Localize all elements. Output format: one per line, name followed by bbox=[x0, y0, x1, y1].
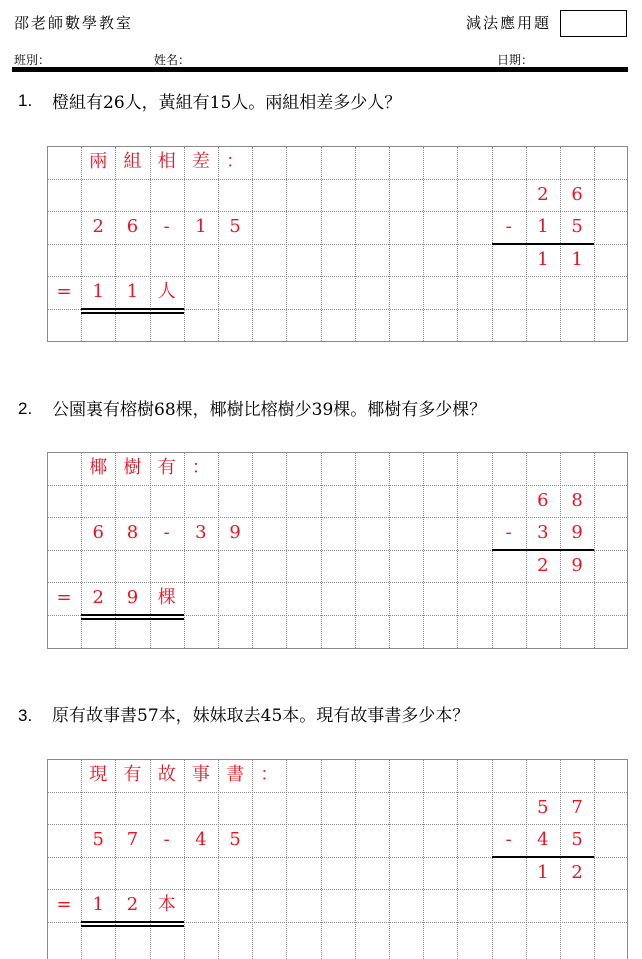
minus-sign: - bbox=[505, 829, 512, 850]
grid-vline bbox=[355, 760, 356, 959]
answer-underline-top bbox=[81, 308, 184, 310]
grid-vline bbox=[252, 453, 253, 648]
problem-1-number: 1. bbox=[18, 91, 33, 110]
expression-char: - bbox=[163, 829, 170, 850]
answer-underline-top bbox=[81, 921, 184, 923]
header-divider bbox=[12, 67, 628, 72]
answer-underline-bottom bbox=[81, 312, 184, 314]
answer-label-char: 兩 bbox=[89, 151, 108, 172]
expression-char: 2 bbox=[92, 216, 104, 237]
answer-label-char: 有 bbox=[157, 457, 176, 478]
minuend-digit: 6 bbox=[571, 183, 583, 205]
problem-1-question: 橙組有26人，黃組有15人。兩組相差多少人？ bbox=[52, 93, 402, 113]
answer-char: 9 bbox=[126, 587, 139, 608]
subtraction-line bbox=[492, 549, 595, 551]
answer-label-char: ： bbox=[226, 151, 245, 172]
equals-sign: = bbox=[56, 587, 72, 608]
grid-vline bbox=[389, 453, 390, 648]
grid-vline bbox=[594, 453, 595, 648]
expression-char: 1 bbox=[195, 216, 207, 237]
answer-underline-bottom bbox=[81, 618, 184, 620]
answer-char: 2 bbox=[126, 894, 139, 915]
answer-label-char: ： bbox=[260, 764, 279, 785]
problem-2-grid bbox=[47, 452, 628, 649]
expression-char: - bbox=[163, 522, 170, 543]
answer-label-char: 椰 bbox=[89, 457, 108, 478]
answer-char: 1 bbox=[92, 894, 104, 915]
grid-vline bbox=[423, 453, 424, 648]
expression-char: 6 bbox=[126, 216, 139, 237]
answer-label-char: 事 bbox=[191, 764, 210, 785]
subtrahend-digit: 4 bbox=[537, 829, 549, 850]
expression-char: 7 bbox=[126, 829, 139, 850]
minuend-digit: 8 bbox=[571, 489, 583, 511]
problem-3-grid bbox=[47, 759, 628, 959]
expression-char: 3 bbox=[195, 522, 207, 543]
grid-vline bbox=[423, 760, 424, 959]
problem-1-grid bbox=[47, 146, 628, 342]
problem-2-number: 2. bbox=[18, 399, 33, 418]
expression-char: 6 bbox=[92, 522, 104, 543]
problem-2-question: 公園裏有榕樹68棵，椰樹比榕樹少39棵。椰樹有多少棵？ bbox=[52, 400, 487, 420]
grid-vline bbox=[286, 760, 287, 959]
grid-vline bbox=[594, 760, 595, 959]
subtrahend-digit: 1 bbox=[537, 216, 549, 237]
grid-vline bbox=[218, 453, 219, 648]
minuend-digit: 6 bbox=[537, 489, 549, 511]
difference-digit: 9 bbox=[571, 554, 583, 576]
answer-label-char: 書 bbox=[226, 764, 245, 785]
class-label: 班別： bbox=[14, 53, 51, 67]
grid-vline bbox=[321, 453, 322, 648]
answer-label-char: 組 bbox=[123, 151, 142, 172]
answer-char: 人 bbox=[157, 281, 176, 302]
expression-char: 9 bbox=[229, 522, 241, 543]
minuend-digit: 7 bbox=[571, 796, 583, 818]
answer-label-char: 相 bbox=[157, 151, 176, 172]
expression-char: 5 bbox=[92, 829, 104, 850]
equals-sign: = bbox=[56, 281, 72, 302]
worksheet-subject: 減法應用題 bbox=[466, 14, 552, 32]
grid-vline bbox=[457, 453, 458, 648]
answer-char: 1 bbox=[92, 281, 104, 302]
expression-char: - bbox=[163, 216, 170, 237]
expression-char: 8 bbox=[126, 522, 139, 543]
difference-digit: 2 bbox=[571, 861, 583, 883]
minus-sign: - bbox=[505, 522, 512, 543]
problem-3-number: 3. bbox=[18, 706, 33, 725]
subtraction-line bbox=[492, 243, 595, 245]
difference-digit: 1 bbox=[537, 248, 549, 270]
minus-sign: - bbox=[505, 216, 512, 237]
teacher-title: 邵老師數學教室 bbox=[14, 14, 134, 32]
subtrahend-digit: 5 bbox=[571, 216, 583, 237]
answer-label-char: ： bbox=[191, 457, 210, 478]
grid-vline bbox=[321, 760, 322, 959]
answer-label-char: 故 bbox=[157, 764, 176, 785]
minuend-digit: 5 bbox=[537, 796, 549, 818]
difference-digit: 1 bbox=[571, 248, 583, 270]
answer-underline-bottom bbox=[81, 925, 184, 927]
grid-vline bbox=[389, 760, 390, 959]
equals-sign: = bbox=[56, 894, 72, 915]
minuend-digit: 2 bbox=[537, 183, 549, 205]
score-box[interactable] bbox=[560, 10, 627, 37]
name-label: 姓名： bbox=[154, 53, 191, 67]
answer-char: 本 bbox=[157, 894, 176, 915]
subtraction-line bbox=[492, 856, 595, 858]
subtrahend-digit: 3 bbox=[537, 522, 549, 543]
grid-vline bbox=[286, 453, 287, 648]
grid-vline bbox=[492, 760, 493, 959]
subtrahend-digit: 9 bbox=[571, 522, 583, 543]
answer-label-char: 差 bbox=[191, 151, 210, 172]
answer-label-char: 樹 bbox=[123, 457, 142, 478]
difference-digit: 2 bbox=[537, 554, 549, 576]
answer-char: 1 bbox=[126, 281, 139, 302]
problem-3-question: 原有故事書57本，妹妹取去45本。現有故事書多少本？ bbox=[52, 706, 470, 726]
answer-char: 棵 bbox=[157, 587, 176, 608]
answer-char: 2 bbox=[92, 587, 104, 608]
answer-underline-top bbox=[81, 614, 184, 616]
grid-vline bbox=[492, 453, 493, 648]
expression-char: 4 bbox=[195, 829, 207, 850]
expression-char: 5 bbox=[229, 216, 241, 237]
difference-digit: 1 bbox=[537, 861, 549, 883]
grid-vline bbox=[457, 760, 458, 959]
subtrahend-digit: 5 bbox=[571, 829, 583, 850]
answer-label-char: 現 bbox=[89, 764, 108, 785]
date-label: 日期： bbox=[497, 53, 534, 67]
expression-char: 5 bbox=[229, 829, 241, 850]
grid-vline bbox=[355, 453, 356, 648]
answer-label-char: 有 bbox=[123, 764, 142, 785]
